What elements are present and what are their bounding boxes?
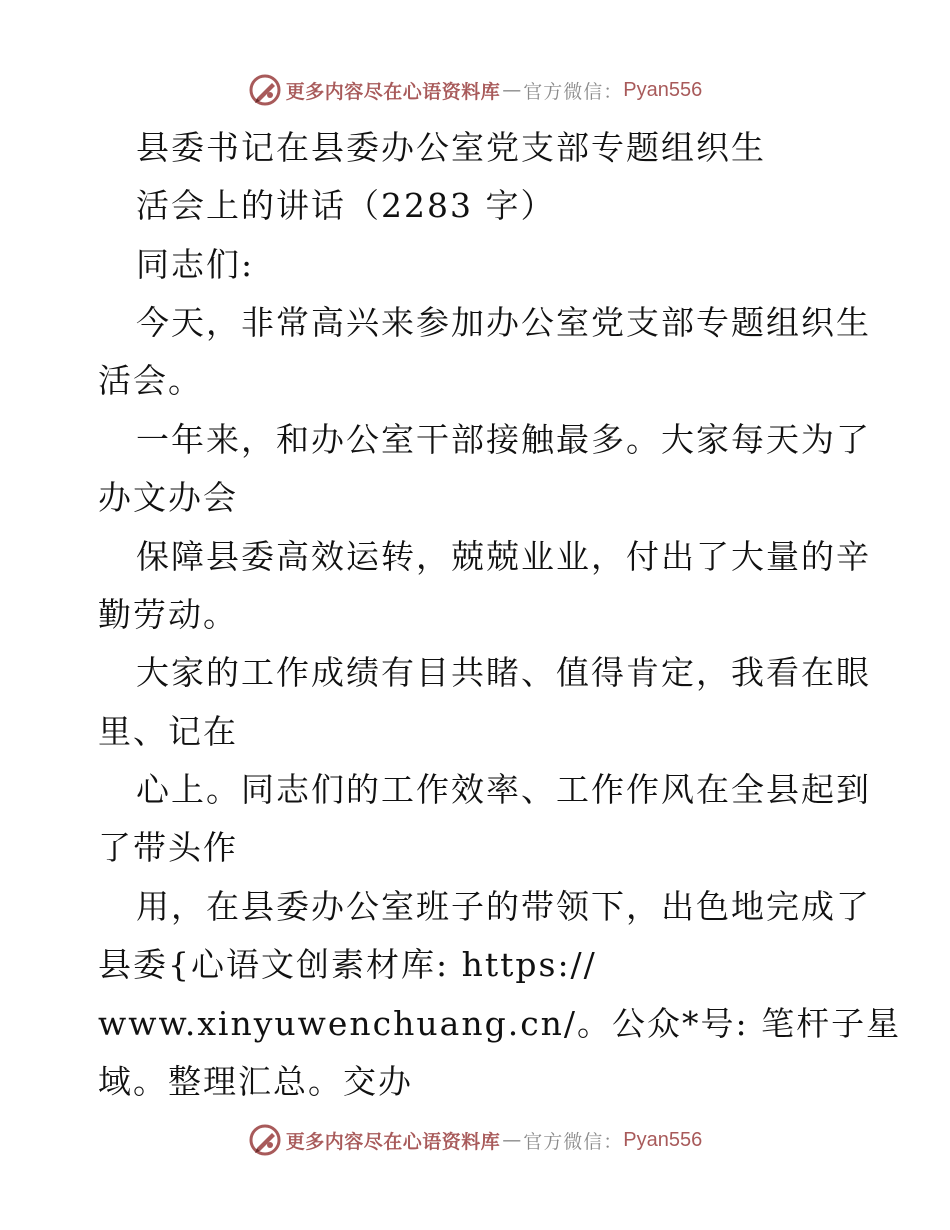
paragraph-line: 勤劳动。 xyxy=(98,595,238,634)
banner-wechat-id: Pyan556 xyxy=(623,1128,703,1151)
paragraph-line: 了带头作 xyxy=(98,828,238,867)
footer-banner xyxy=(0,1120,950,1160)
banner-separator: — xyxy=(502,79,522,101)
paragraph-line: 心上。同志们的工作效率、工作作风在全县起到 xyxy=(136,770,871,809)
pen-seal-logo-icon xyxy=(248,1123,282,1157)
banner-separator: — xyxy=(502,1129,522,1151)
paragraph-line: 今天，非常高兴来参加办公室党支部专题组织生 xyxy=(136,303,871,342)
document-title-line-1: 县委书记在县委办公室党支部专题组织生 xyxy=(136,128,766,167)
banner-wechat-label: 官方微信： xyxy=(523,80,624,103)
banner-slogan: 更多内容尽在心语资料库 xyxy=(285,80,501,103)
pen-seal-logo-icon xyxy=(248,73,282,107)
banner-wechat-id: Pyan556 xyxy=(623,78,703,101)
paragraph-line: 活会。 xyxy=(98,361,203,400)
banner-wechat-label: 官方微信： xyxy=(523,1130,624,1153)
header-banner xyxy=(0,70,950,110)
salutation: 同志们: xyxy=(136,245,255,284)
paragraph-line: 县委{心语文创素材库: https:// xyxy=(98,945,597,984)
paragraph-line: 用，在县委办公室班子的带领下，出色地完成了 xyxy=(136,887,871,926)
paragraph-line: 里、记在 xyxy=(98,712,238,751)
paragraph-line: 一年来，和办公室干部接触最多。大家每天为了 xyxy=(136,420,871,459)
banner-slogan: 更多内容尽在心语资料库 xyxy=(285,1130,501,1153)
paragraph-line: 大家的工作成绩有目共睹、值得肯定，我看在眼 xyxy=(136,653,871,692)
paragraph-line: www.xinyuwenchuang.cn/。公众*号: 笔杆子星 xyxy=(98,1004,902,1043)
document-title-line-2: 活会上的讲话（2283 字） xyxy=(136,186,556,225)
paragraph-line: 保障县委高效运转，兢兢业业，付出了大量的辛 xyxy=(136,537,871,576)
paragraph-line: 域。整理汇总。交办 xyxy=(98,1062,413,1101)
paragraph-line: 办文办会 xyxy=(98,478,238,517)
